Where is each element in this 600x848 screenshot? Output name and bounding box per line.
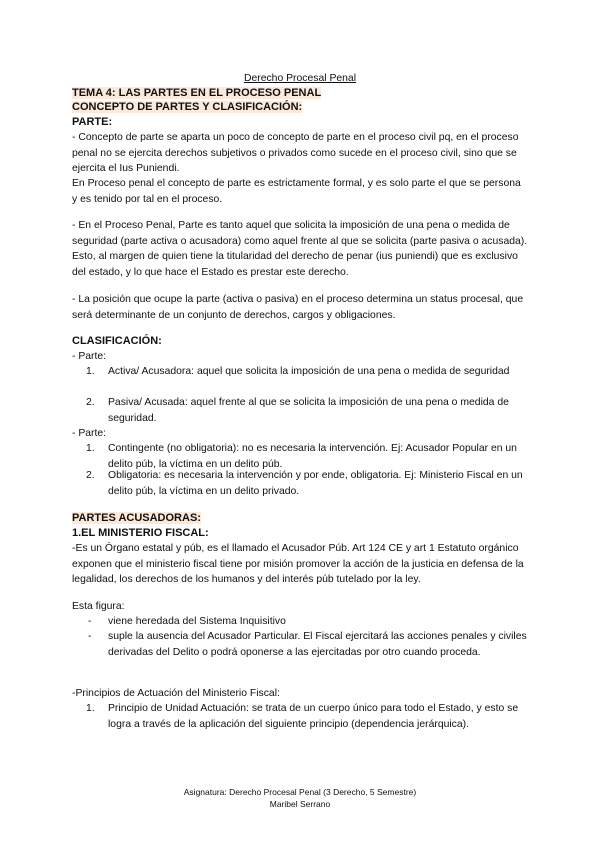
parte-heading: PARTE: — [72, 116, 113, 128]
footer-author: Maribel Serrano — [269, 799, 331, 809]
concepto-paragraph-2: En Proceso penal el concepto de parte es estrictamente formal, y es solo parte el que se persona y es tenido por tal en el proceso. — [72, 178, 521, 205]
clasificacion-group1-label: - Parte: — [72, 351, 107, 362]
list-item: 2. Obligatoria: es necesaria la intervención y por ende, obligatoria. Ej: Ministerio Fiscal en un delito púb, la víctima en un delito privado. — [86, 470, 523, 497]
acusadoras-heading: PARTES ACUSADORAS: — [72, 512, 201, 524]
esta-figura-label: Esta figura: — [72, 601, 125, 612]
ministerio-fiscal-paragraph: -Es un Órgano estatal y púb, es el llamado el Acusador Púb. Art 124 CE y art 1 Estatuto orgánico exponen que el ministerio fiscal tiene por misión promover la acción de la justicia en defensa de la legalidad, los derechos de los humanos y del interés púb tutelado por la ley. — [72, 543, 524, 585]
ministerio-fiscal-heading: 1.EL MINISTERIO FISCAL: — [72, 527, 209, 539]
list-item: - viene heredada del Sistema Inquisitivo — [88, 616, 286, 627]
principios-label: -Principios de Actuación del Ministerio Fiscal: — [72, 688, 280, 699]
concepto-heading: CONCEPTO DE PARTES Y CLASIFICACIÓN: — [72, 101, 303, 113]
concepto-paragraph-4: - La posición que ocupe la parte (activa o pasiva) en el proceso determina un status procesal, que será determinante de un conjunto de derechos, cargos y obligaciones. — [72, 294, 524, 321]
concepto-paragraph-1: - Concepto de parte se aparta un poco de concepto de parte en el proceso civil pq, en el proceso penal no se ejercita derechos subjetivos o privados como sucede en el proceso civil, sino que se ejercita el Ius Puniendi. — [72, 132, 519, 174]
clasificacion-heading: CLASIFICACIÓN: — [72, 335, 162, 347]
tema-heading: TEMA 4: LAS PARTES EN EL PROCESO PENAL — [72, 87, 322, 99]
list-item: 1. Contingente (no obligatoria): no es necesaria la intervención. Ej: Acusador Popular en un delito púb, la víctima en un delito púb. — [86, 443, 517, 470]
list-item: 1. Principio de Unidad Actuación: se trata de un cuerpo único para todo el Estado, y esto se logra a través de la aplicación del siguiente principio (dependencia jerárquica). — [86, 703, 519, 730]
page-footer — [72, 786, 528, 810]
concepto-paragraph-3: - En el Proceso Penal, Parte es tanto aquel que solicita la imposición de una pena o medida de seguridad (parte activa o acusadora) como aquel frente al que se solicita (parte pasiva o acusada). Esto, al margen de quien tiene la titularidad del derecho de penar (ius puniendi) que es exclusivo del estado, y lo que hace el Estado es prestar este derecho. — [72, 220, 528, 278]
list-item: 2. Pasiva/ Acusada: aquel frente al que se solicita la imposición de una pena o medida de seguridad. — [86, 397, 509, 424]
list-item: 1. Activa/ Acusadora: aquel que solicita la imposición de una pena o medida de seguridad — [86, 366, 510, 377]
clasificacion-group2-label: - Parte: — [72, 428, 107, 439]
footer-subject: Asignatura: Derecho Procesal Penal (3 Derecho, 5 Semestre) — [183, 787, 417, 797]
list-item: - suple la ausencia del Acusador Particular. El Fiscal ejercitará las acciones penales y civiles derivadas del Delito o podrá oponerse a las ejercitadas por otro cuando proceda. — [88, 631, 527, 658]
subject-title: Derecho Procesal Penal — [243, 73, 357, 84]
